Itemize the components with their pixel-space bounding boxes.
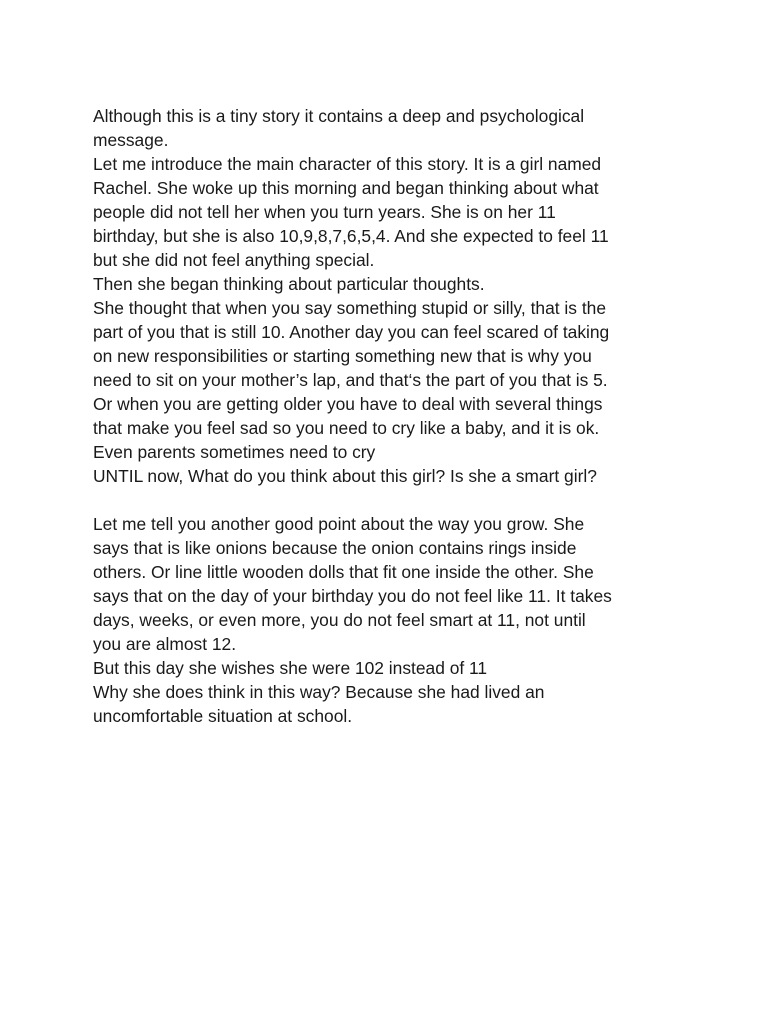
text-line: that make you feel sad so you need to cry like a baby, and it is ok.	[93, 418, 600, 438]
text-line: Let me introduce the main character of this story. It is a girl named	[93, 154, 602, 174]
text-line: uncomfortable situation at school.	[93, 706, 353, 726]
text-line: you are almost 12.	[93, 634, 237, 654]
text-line: Then she began thinking about particular thoughts.	[93, 274, 485, 294]
text-line: says that on the day of your birthday you do not feel like 11. It takes	[93, 586, 612, 606]
text-line: Although this is a tiny story it contains a deep and psychological	[93, 106, 585, 126]
story-text	[93, 104, 683, 728]
text-line: UNTIL now, What do you think about this girl? Is she a smart girl?	[93, 466, 597, 486]
text-line: Or when you are getting older you have to deal with several things	[93, 394, 603, 414]
text-line: message.	[93, 130, 169, 150]
text-line: Rachel. She woke up this morning and began thinking about what	[93, 178, 599, 198]
text-line: people did not tell her when you turn years. She is on her 11	[93, 202, 556, 222]
text-line: others. Or line little wooden dolls that fit one inside the other. She	[93, 562, 594, 582]
text-line: need to sit on your mother’s lap, and that‘s the part of you that is 5.	[93, 370, 608, 390]
text-line: says that is like onions because the onion contains rings inside	[93, 538, 577, 558]
text-line: Even parents sometimes need to cry	[93, 442, 376, 462]
text-line: part of you that is still 10. Another day you can feel scared of taking	[93, 322, 610, 342]
text-line: on new responsibilities or starting something new that is why you	[93, 346, 592, 366]
text-line: days, weeks, or even more, you do not feel smart at 11, not until	[93, 610, 586, 630]
text-line: She thought that when you say something stupid or silly, that is the	[93, 298, 606, 318]
text-line: birthday, but she is also 10,9,8,7,6,5,4. And she expected to feel 11	[93, 226, 609, 246]
text-line: but she did not feel anything special.	[93, 250, 375, 270]
text-line: Let me tell you another good point about the way you grow. She	[93, 514, 585, 534]
text-line: Why she does think in this way? Because she had lived an	[93, 682, 545, 702]
text-line: But this day she wishes she were 102 instead of 11	[93, 658, 488, 678]
paragraph-break	[93, 488, 683, 512]
